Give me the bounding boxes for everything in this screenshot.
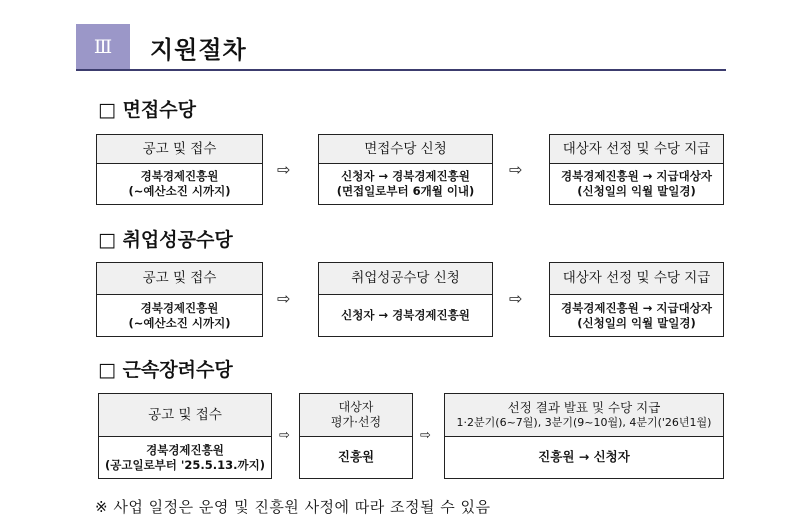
step-header: 공고 및 접수 [97, 263, 262, 295]
step-body-line: (~예산소진 시까지) [128, 184, 231, 198]
step-body-line: (~예산소진 시까지) [128, 315, 231, 330]
step-body-line: 경북경제진흥원 → 지급대상자 [561, 300, 712, 315]
step-header-subline: 1·2분기(6~7월), 3분기(9~10월), 4분기('26년1월) [456, 415, 712, 429]
step-header: 대상자 선정 및 수당 지급 [550, 263, 723, 295]
step-body [550, 295, 723, 336]
step-body-line: 경북경제진흥원 → 지급대상자 [561, 169, 712, 184]
step-header: 공고 및 접수 [99, 394, 271, 437]
step-body-line: 경북경제진흥원 [140, 300, 219, 315]
step-body [319, 295, 492, 336]
flow-arrow-icon: ⇨ [509, 289, 523, 308]
step-header-line: 선정 결과 발표 및 수당 지급 [507, 400, 661, 416]
step-header: 면접수당 신청 [319, 135, 492, 164]
step-box [549, 134, 724, 205]
step-body [445, 437, 723, 478]
flow-arrow-icon: ⇨ [277, 160, 291, 179]
step-header: 공고 및 접수 [97, 135, 262, 164]
step-header: 대상자 선정 및 수당 지급 [550, 135, 723, 164]
step-body [319, 164, 492, 204]
step-box [318, 262, 493, 337]
step-box [299, 393, 413, 479]
flow-arrow-icon: ⇨ [279, 428, 290, 443]
step-box [444, 393, 724, 479]
step-body-line: 신청자 → 경북경제진흥원 [341, 169, 470, 184]
step-header: 취업성공수당 신청 [319, 263, 492, 295]
step-body-line: (면접일로부터 6개월 이내) [336, 184, 475, 198]
section-number-badge: Ⅲ [76, 24, 130, 69]
step-body-line: 경북경제진흥원 [140, 169, 219, 184]
step-body-line: 신청자 → 경북경제진흥원 [341, 308, 470, 323]
section-title: 지원절차 [150, 36, 247, 64]
step-header [445, 394, 723, 437]
flow-arrow-icon: ⇨ [277, 289, 291, 308]
step-box [549, 262, 724, 337]
step-body [97, 164, 262, 204]
heading-interview-allowance: □ 면접수당 [98, 99, 196, 121]
step-body-line: 경북경제진흥원 [146, 442, 224, 457]
step-box [98, 393, 272, 479]
footnote: ※ 사업 일정은 운영 및 진흥원 사정에 따라 조정될 수 있음 [95, 498, 491, 516]
step-body-line: (공고일로부터 '25.5.13.까지) [104, 457, 266, 472]
step-body-line: 진흥원 → 신청자 [538, 449, 630, 465]
step-box [96, 262, 263, 337]
step-body [550, 164, 723, 204]
step-box [318, 134, 493, 205]
step-box [96, 134, 263, 205]
heading-retention-allowance: □ 근속장려수당 [98, 359, 233, 381]
step-header-line: 대상자 [338, 400, 374, 414]
step-body-line: (신청일의 익월 말일경) [577, 315, 696, 330]
step-body-line: (신청일의 익월 말일경) [577, 184, 696, 198]
step-body [99, 437, 271, 478]
step-body [300, 437, 412, 478]
step-body-line: 진흥원 [337, 449, 375, 465]
step-header [300, 394, 412, 437]
section-divider [76, 69, 726, 71]
heading-employment-success-allowance: □ 취업성공수당 [98, 229, 233, 251]
step-header-line: 평가·선정 [330, 415, 382, 429]
flow-arrow-icon: ⇨ [420, 428, 431, 443]
step-body [97, 295, 262, 336]
flow-arrow-icon: ⇨ [509, 160, 523, 179]
